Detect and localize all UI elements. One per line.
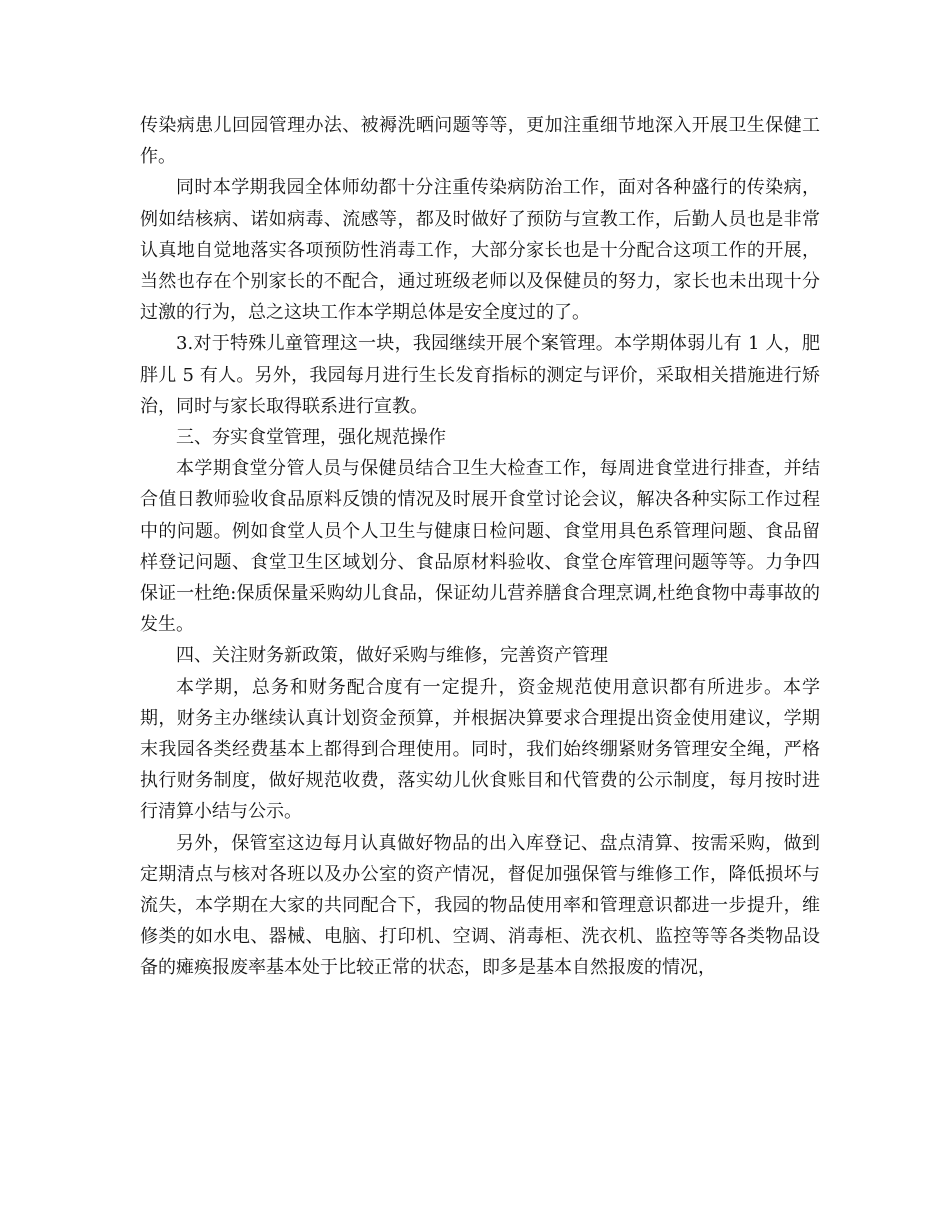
paragraph-8: 另外，保管室这边每月认真做好物品的出入库登记、盘点清算、按需采购，做到定期清点与核对各班以及办公室的资产情况，督促加强保管与维修工作，降低损坏与流失，本学期在大家的共同配合下，我园的物品使用率和管理意识都进一步提升，维修类的如水电、器械、电脑、打印机、空调、消毒柜、洗衣机、监控等等各类物品设备的瘫痪报废率基本处于比较正常的状态，即多是基本自然报废的情况， [140, 832, 820, 979]
paragraph-2: 同时本学期我园全体师幼都十分注重传染病防治工作，面对各种盛行的传染病，例如结核病、诺如病毒、流感等，都及时做好了预防与宣教工作，后勤人员也是非常认真地自觉地落实各项预防性消毒工作，大部分家长也是十分配合这项工作的开展，当然也存在个别家长的不配合，通过班级老师以及保健员的努力，家长也未出现十分过激的行为，总之这块工作本学期总体是安全度过的了。 [140, 177, 820, 324]
paragraph-7: 本学期，总务和财务配合度有一定提升，资金规范使用意识都有所进步。本学期，财务主办继续认真计划资金预算，并根据决算要求合理提出资金使用建议，学期末我园各类经费基本上都得到合理使用。同时，我们始终绷紧财务管理安全绳，严格执行财务制度，做好规范收费，落实幼儿伙食账目和代管费的公示制度，每月按时进行清算小结与公示。 [140, 676, 820, 823]
paragraph-1: 传染病患儿回园管理办法、被褥洗晒问题等等，更加注重细节地深入开展卫生保健工作。 [140, 115, 820, 168]
document-body [140, 110, 820, 984]
paragraph-3: 3.对于特殊儿童管理这一块，我园继续开展个案管理。本学期体弱儿有 1 人，肥胖儿 5 有人。另外，我园每月进行生长发育指标的测定与评价，采取相关措施进行矫治，同时与家长取得联系进行宣教。 [140, 333, 820, 417]
section-heading-3: 三、夯实食堂管理，强化规范操作 [176, 427, 446, 449]
section-heading-4: 四、关注财务新政策，做好采购与维修，完善资产管理 [176, 645, 608, 667]
paragraph-5: 本学期食堂分管人员与保健员结合卫生大检查工作，每周进食堂进行排查，并结合值日教师验收食品原料反馈的情况及时展开食堂讨论会议，解决各种实际工作过程中的问题。例如食堂人员个人卫生与健康日检问题、食堂用具色系管理问题、食品留样登记问题、食堂卫生区域划分、食品原材料验收、食堂仓库管理问题等等。力争四保证一杜绝:保质保量采购幼儿食品，保证幼儿营养膳食合理烹调,杜绝食物中毒事故的发生。 [140, 458, 820, 636]
